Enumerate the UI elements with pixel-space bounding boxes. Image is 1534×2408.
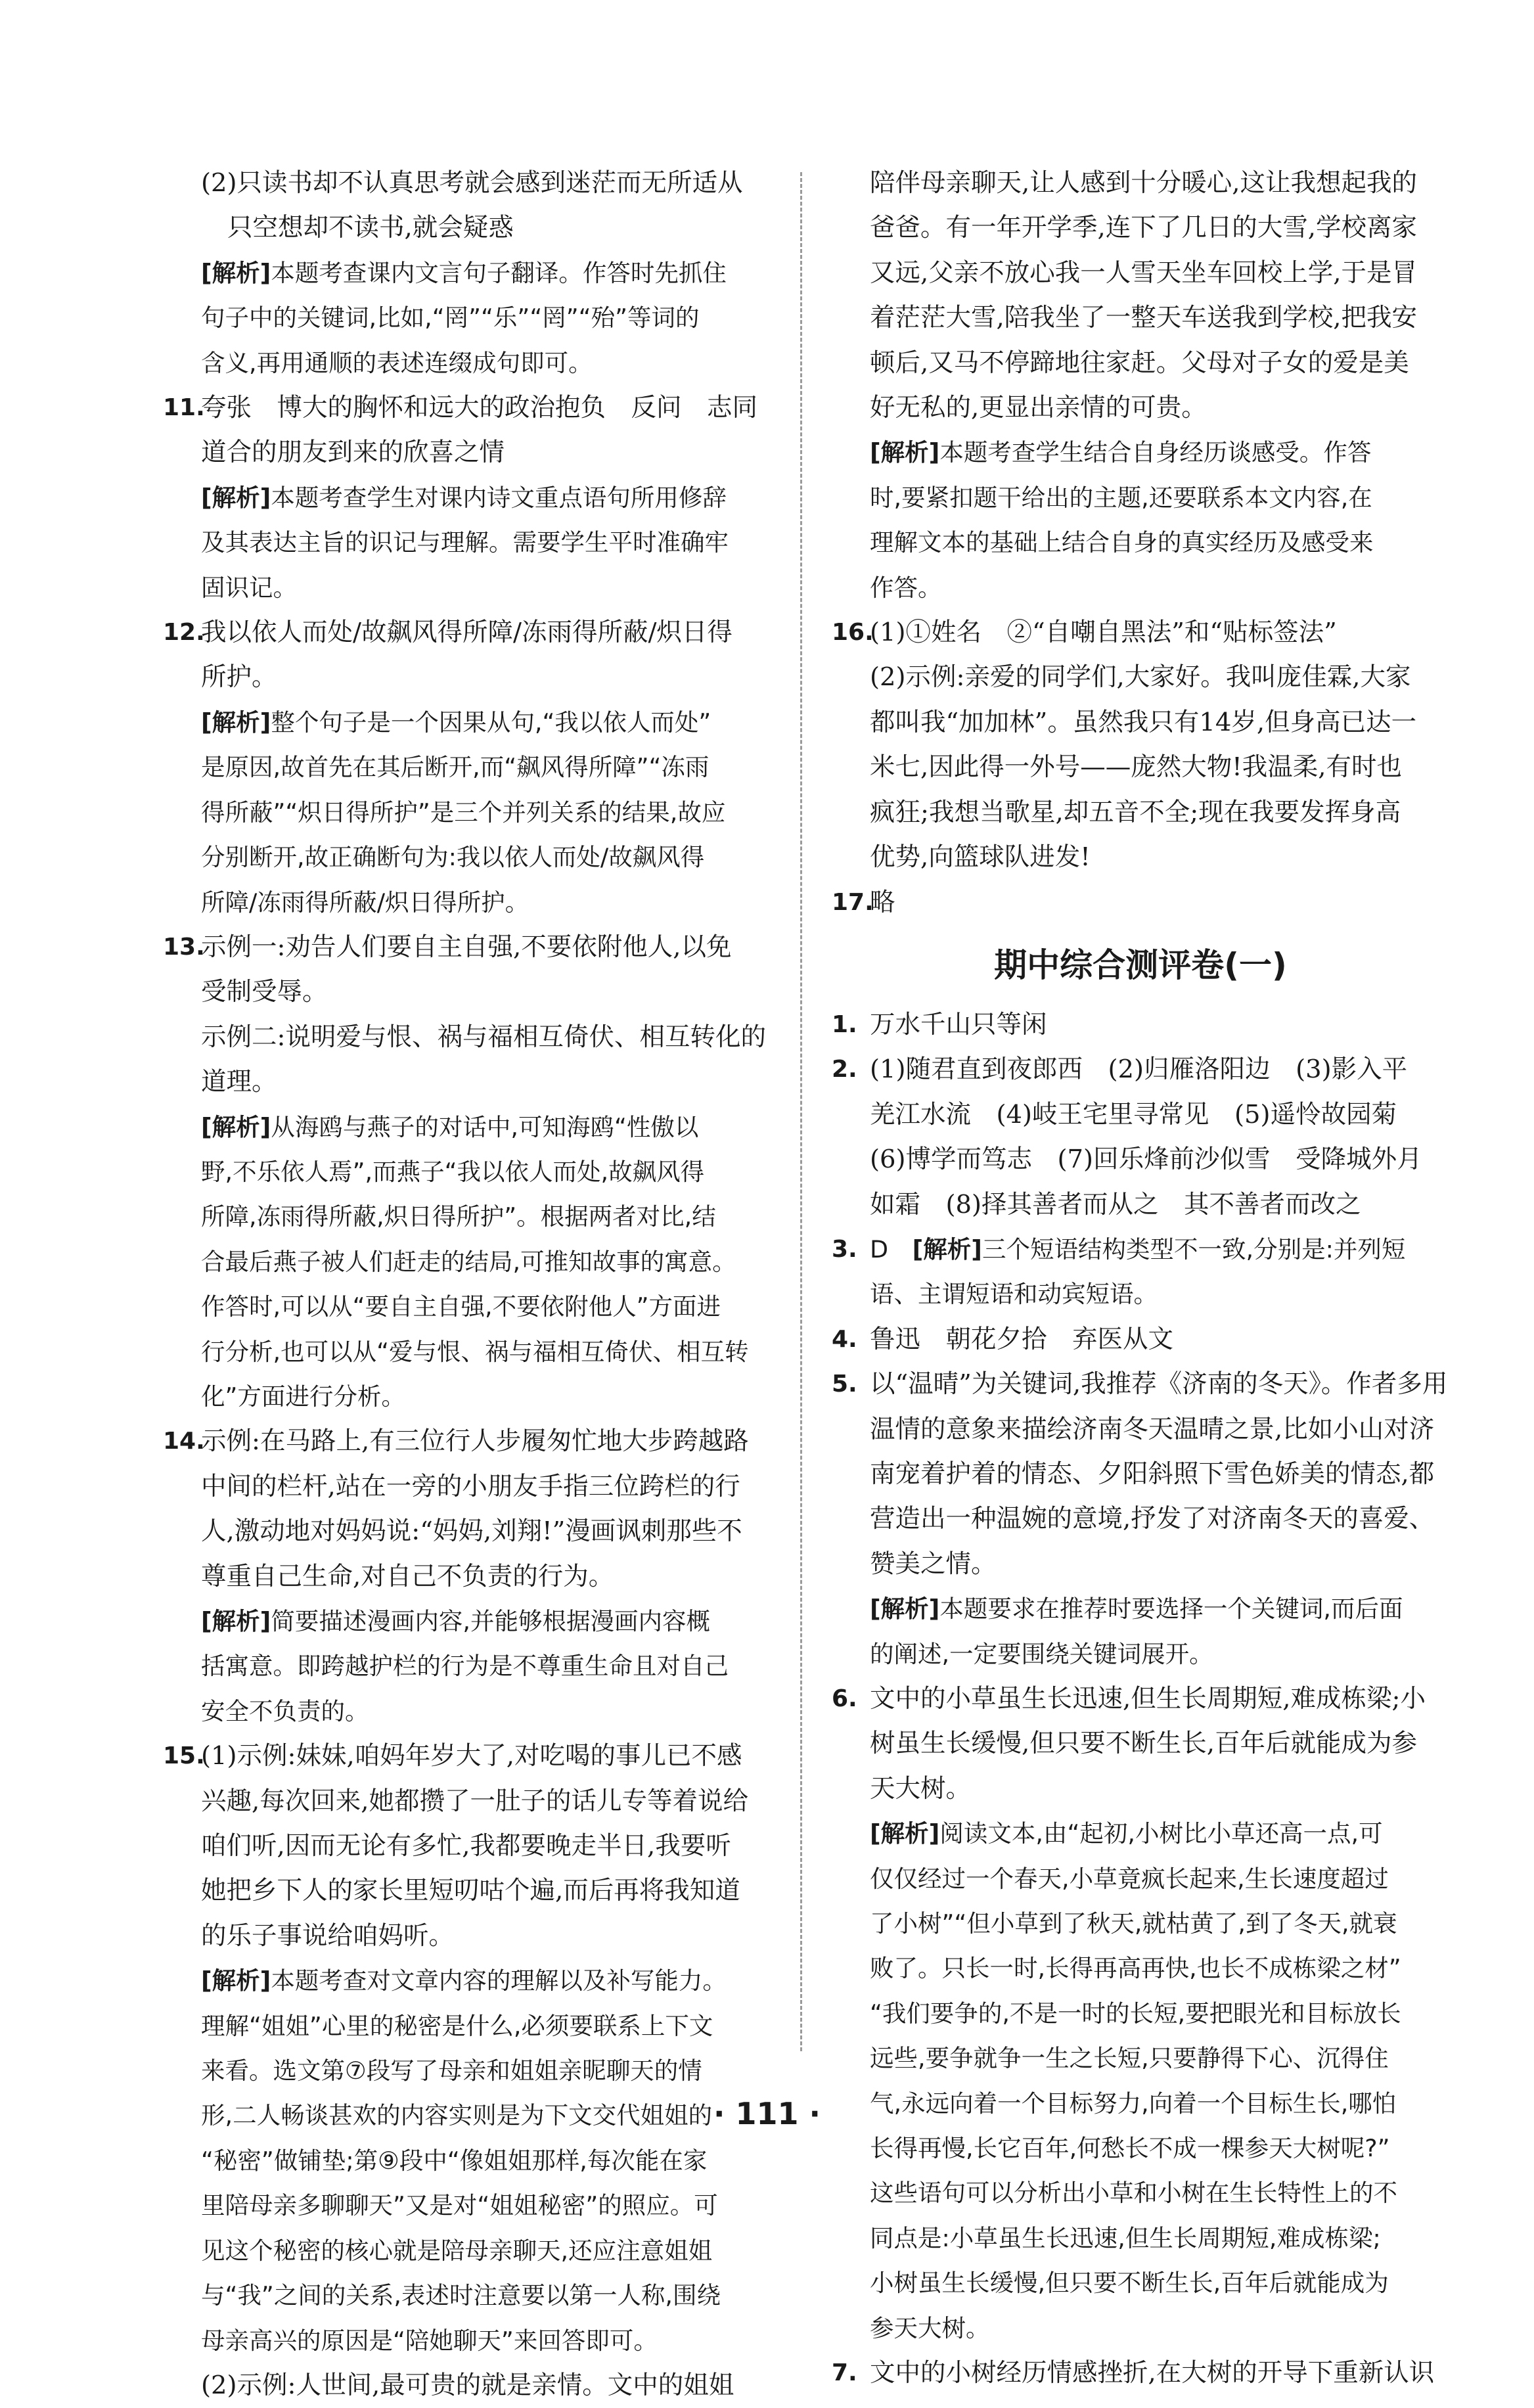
text-line: 整个句子是一个因果从句,“我以依人而处” <box>271 708 711 737</box>
question-15-continued <box>832 161 1449 610</box>
text-line: 了小树”“但小草到了秋天,就枯黄了,到了冬天,就衰 <box>870 1909 1397 1938</box>
text-line: 人,激动地对妈妈说:“妈妈,刘翔!”漫画讽刺那些不 <box>201 1516 742 1547</box>
text-line: 好无私的,更显出亲情的可贵。 <box>870 393 1207 423</box>
midterm-question-5 <box>832 1362 1449 1677</box>
analysis <box>870 1811 1449 2351</box>
text-line: 优势,向篮球队进发! <box>870 842 1091 873</box>
text-line: 本题考查对文章内容的理解以及补写能力。 <box>271 1966 727 1995</box>
text-line: 行分析,也可以从“爱与恨、祸与福相互倚伏、相互转 <box>201 1337 749 1366</box>
text-line: 尊重自己生命,对自己不负责的行为。 <box>201 1561 614 1591</box>
analysis-label: [解析] <box>201 708 271 737</box>
text-line: 简要描述漫画内容,并能够根据漫画内容概 <box>271 1607 710 1635</box>
text-line: 阅读文本,由“起初,小树比小草还高一点,可 <box>939 1819 1383 1848</box>
question-12 <box>163 610 780 925</box>
text-line: 文中的小树经历情感挫折,在大树的开导下重新认识 <box>870 2358 1435 2388</box>
text-line: 合最后燕子被人们赶走的结局,可推知故事的寓意。 <box>201 1247 736 1276</box>
question-number: 2. <box>832 1056 857 1083</box>
text-line: 我以依人而处/故飙风得所障/冻雨得所蔽/炽日得 <box>201 618 733 648</box>
question-number: 6. <box>832 1685 857 1712</box>
text-line: 她把乡下人的家长里短叨咕个遍,而后再将我知道 <box>201 1876 740 1906</box>
question-17 <box>832 880 1449 925</box>
answer: D <box>870 1235 889 1263</box>
text-line: 参天大树。 <box>870 2313 990 2342</box>
midterm-question-7 <box>832 2351 1449 2396</box>
analysis <box>201 476 780 610</box>
text-line: 从海鸥与燕子的对话中,可知海鸥“性傲以 <box>271 1112 699 1141</box>
text-line: (2)示例:人世间,最可贵的就是亲情。文中的姐姐 <box>201 2370 734 2400</box>
text-line: 败了。只长一时,长得再高再快,也长不成栋梁之材” <box>870 1954 1401 1983</box>
text-line: 米七,因此得一外号——庞然大物!我温柔,有时也 <box>870 752 1402 783</box>
question-number: 1. <box>832 1011 857 1038</box>
page-number: · 111 · <box>713 2096 821 2131</box>
text-line: 示例一:劝告人们要自主自强,不要依附他人,以免 <box>201 932 732 962</box>
text-line: 本题考查学生结合自身经历谈感受。作答 <box>939 438 1372 467</box>
text-line: 里陪母亲多聊聊天”又是对“姐姐秘密”的照应。可 <box>201 2191 718 2220</box>
question-number: 12. <box>163 619 205 647</box>
text-line: (1)①姓名 ②“自嘲自黑法”和“贴标签法” <box>870 618 1337 648</box>
analysis-label: [解析] <box>201 258 271 287</box>
text-line: 括寓意。即跨越护栏的行为是不尊重生命且对自己 <box>201 1652 729 1681</box>
question-13 <box>163 925 780 1419</box>
midterm-question-1 <box>832 1003 1449 1047</box>
text-line: 这些语句可以分析出小草和小树在生长特性上的不 <box>870 2179 1397 2208</box>
question-number: 7. <box>832 2359 857 2387</box>
text-line: (2)示例:亲爱的同学们,大家好。我叫庞佳霖,大家 <box>870 662 1411 693</box>
question-11 <box>163 386 780 610</box>
analysis <box>201 251 780 386</box>
text-line: 着茫茫大雪,陪我坐了一整天车送我到学校,把我安 <box>870 303 1417 333</box>
text-line: 固识记。 <box>201 573 297 602</box>
text-line: 以“温晴”为关键词,我推荐《济南的冬天》。作者多用 <box>870 1369 1448 1399</box>
left-column <box>163 161 780 2408</box>
text-line: 都叫我“加加林”。虽然我只有14岁,但身高已达一 <box>870 707 1417 737</box>
text-line: 南宠着护着的情态、夕阳斜照下雪色娇美的情态,都 <box>870 1459 1435 1489</box>
right-column <box>832 161 1449 2396</box>
midterm-question-3 <box>832 1227 1449 1317</box>
text-line: 见这个秘密的核心就是陪母亲聊天,还应注意姐姐 <box>201 2236 713 2265</box>
question-number: 11. <box>163 394 205 422</box>
text-line: “秘密”做铺垫;第⑨段中“像姐姐那样,每次能在家 <box>201 2146 708 2175</box>
text-line: 只空想却不读书,就会疑惑 <box>227 213 514 243</box>
text-line: 野,不乐依人焉”,而燕子“我以依人而处,故飙风得 <box>201 1157 705 1186</box>
text-line: 示例:在马路上,有三位行人步履匆忙地大步跨越路 <box>201 1426 749 1457</box>
text-line: 咱们听,因而无论有多忙,我都要晚走半日,我要听 <box>201 1831 731 1861</box>
midterm-question-6 <box>832 1677 1449 2351</box>
text-line: (1)示例:妹妹,咱妈年岁大了,对吃喝的事儿已不感 <box>201 1741 742 1771</box>
text-line: 所障,冻雨得所蔽,炽日得所护”。根据两者对比,结 <box>201 1202 716 1231</box>
text-line: 的乐子事说给咱妈听。 <box>201 1920 455 1951</box>
text-line: 道合的朋友到来的欣喜之情 <box>201 438 505 468</box>
question-number: 17. <box>832 888 874 916</box>
text-line: 示例二:说明爱与恨、祸与福相互倚伏、相互转化的 <box>201 1022 766 1052</box>
text-line: 小树虽生长缓慢,但只要不断生长,百年后就能成为 <box>870 2269 1389 2298</box>
text-line: (6)博学而笃志 (7)回乐烽前沙似雪 受降城外月 <box>870 1145 1422 1175</box>
q10-part2 <box>163 161 780 386</box>
analysis-label: [解析] <box>201 1607 271 1635</box>
text-line: 爸爸。有一年开学季,连下了几日的大雪,学校离家 <box>870 213 1417 243</box>
analysis <box>201 1959 780 2363</box>
question-number: 3. <box>832 1235 857 1263</box>
section-title: 期中综合测评卷(一) <box>994 945 1287 984</box>
question-number: 13. <box>163 933 205 961</box>
text-line: 鲁迅 朝花夕拾 弃医从文 <box>870 1324 1174 1354</box>
text-line: 疯狂;我想当歌星,却五音不全;现在我要发挥身高 <box>870 797 1401 827</box>
analysis-label: [解析] <box>912 1235 982 1263</box>
text-line: 中间的栏杆,站在一旁的小朋友手指三位跨栏的行 <box>201 1471 740 1501</box>
question-number: 14. <box>163 1428 205 1455</box>
analysis-label: [解析] <box>870 1595 940 1624</box>
text-line: 时,要紧扣题干给出的主题,还要联系本文内容,在 <box>870 483 1372 512</box>
text-line: 如霜 (8)择其善者而从之 其不善者而改之 <box>870 1189 1361 1219</box>
text-line: (1)随君直到夜郎西 (2)归雁洛阳边 (3)影入平 <box>870 1055 1408 1085</box>
text-line: 三个短语结构类型不一致,分别是:并列短 <box>981 1235 1406 1263</box>
text-line: 羌江水流 (4)岐王宅里寻常见 (5)遥怜故园菊 <box>870 1099 1397 1129</box>
text-line: 受制受辱。 <box>201 977 328 1007</box>
text-line: 形,二人畅谈甚欢的内容实则是为下文交代姐姐的 <box>201 2101 713 2130</box>
text-line: 夸张 博大的胸怀和远大的政治抱负 反问 志同 <box>201 393 758 423</box>
text-line: 又远,父亲不放心我一人雪天坐车回校上学,于是冒 <box>870 258 1417 288</box>
text-line: 是原因,故首先在其后断开,而“飙风得所障”“冻雨 <box>201 753 710 782</box>
text-line: 本题要求在推荐时要选择一个关键词,而后面 <box>939 1595 1403 1624</box>
text-line: 赞美之情。 <box>870 1549 997 1579</box>
question-14 <box>163 1419 780 1734</box>
text-line: 略 <box>870 887 895 917</box>
analysis <box>201 1599 780 1734</box>
text-line: 远些,要争就争一生之长短,只要静得下心、沉得住 <box>870 2044 1389 2073</box>
text-line: 气,永远向着一个目标努力,向着一个目标生长,哪怕 <box>870 2089 1397 2118</box>
text-line: 所障/冻雨得所蔽/炽日得所护。 <box>201 888 530 917</box>
analysis <box>201 700 780 925</box>
text-line: 长得再慢,长它百年,何愁长不成一棵参天大树呢?” <box>870 2134 1390 2163</box>
text-line: 所护。 <box>201 662 277 693</box>
text-line: 母亲高兴的原因是“陪她聊天”来回答即可。 <box>201 2326 658 2355</box>
question-16 <box>832 610 1449 880</box>
question-number: 15. <box>163 1742 205 1770</box>
analysis-label: [解析] <box>201 483 271 512</box>
question-number: 5. <box>832 1371 857 1398</box>
analysis <box>201 1105 780 1420</box>
text-line: 道理。 <box>201 1067 277 1097</box>
text-line: 陪伴母亲聊天,让人感到十分暖心,这让我想起我的 <box>870 168 1417 198</box>
question-15 <box>163 1734 780 2408</box>
analysis-label: [解析] <box>870 438 940 467</box>
text-line: 语、主谓短语和动宾短语。 <box>870 1280 1158 1309</box>
text-line: 的阐述,一定要围绕关键词展开。 <box>870 1639 1213 1668</box>
text-line: 万水千山只等闲 <box>870 1009 1047 1039</box>
analysis <box>870 430 1449 610</box>
text-line: 营造出一种温婉的意境,抒发了对济南冬天的喜爱、 <box>870 1504 1435 1534</box>
text-line: 理解文本的基础上结合自身的真实经历及感受来 <box>870 528 1374 557</box>
text-line: 来看。选文第⑦段写了母亲和姐姐亲昵聊天的情 <box>201 2056 702 2085</box>
text-line: (2)只读书却不认真思考就会感到迷茫而无所适从 <box>201 168 743 198</box>
text-line: 含义,再用通顺的表述连缀成句即可。 <box>201 348 593 377</box>
text-line: 作答。 <box>870 573 942 602</box>
text-line: 分别断开,故正确断句为:我以依人而处/故飙风得 <box>201 843 705 872</box>
text-line: 仅仅经过一个春天,小草竟疯长起来,生长速度超过 <box>870 1864 1389 1893</box>
text-line: 本题考查学生对课内诗文重点语句所用修辞 <box>271 483 727 512</box>
text-line: 理解“姐姐”心里的秘密是什么,必须要联系上下文 <box>201 2011 713 2040</box>
text-line: 文中的小草虽生长迅速,但生长周期短,难成栋梁;小 <box>870 1684 1426 1714</box>
text-line: 兴趣,每次回来,她都攒了一肚子的话儿专等着说给 <box>201 1786 748 1816</box>
text-line: 顿后,又马不停蹄地往家赶。父母对子女的爱是美 <box>870 348 1409 378</box>
analysis <box>870 1587 1449 1677</box>
text-line: 作答时,可以从“要自主自强,不要依附他人”方面进 <box>201 1292 721 1321</box>
question-number: 16. <box>832 619 874 647</box>
text-line: “我们要争的,不是一时的长短,要把眼光和目标放长 <box>870 1999 1401 2028</box>
analysis-label: [解析] <box>201 1966 271 1995</box>
text-line: 化”方面进行分析。 <box>201 1382 405 1411</box>
text-line: 同点是:小草虽生长迅速,但生长周期短,难成栋梁; <box>870 2223 1381 2252</box>
text-line: 及其表达主旨的识记与理解。需要学生平时准确牢 <box>201 528 729 557</box>
text-line: 与“我”之间的关系,表述时注意要以第一人称,围绕 <box>201 2281 721 2310</box>
analysis-label: [解析] <box>870 1819 940 1848</box>
question-number: 4. <box>832 1325 857 1353</box>
analysis-label: [解析] <box>201 1112 271 1141</box>
text-line: 句子中的关键词,比如,“罔”“乐”“罔”“殆”等词的 <box>201 304 700 332</box>
column-divider <box>800 172 802 2051</box>
text-line: 安全不负责的。 <box>201 1696 369 1725</box>
text-line: 温情的意象来描绘济南冬天温晴之景,比如小山对济 <box>870 1414 1435 1444</box>
text-line: 天大树。 <box>870 1773 972 1804</box>
text-line: 树虽生长缓慢,但只要不断生长,百年后就能成为参 <box>870 1729 1417 1759</box>
text-line: 得所蔽”“炽日得所护”是三个并列关系的结果,故应 <box>201 798 726 827</box>
text-line: 本题考查课内文言句子翻译。作答时先抓住 <box>271 258 727 287</box>
midterm-question-2 <box>832 1047 1449 1227</box>
midterm-question-4 <box>832 1317 1449 1362</box>
